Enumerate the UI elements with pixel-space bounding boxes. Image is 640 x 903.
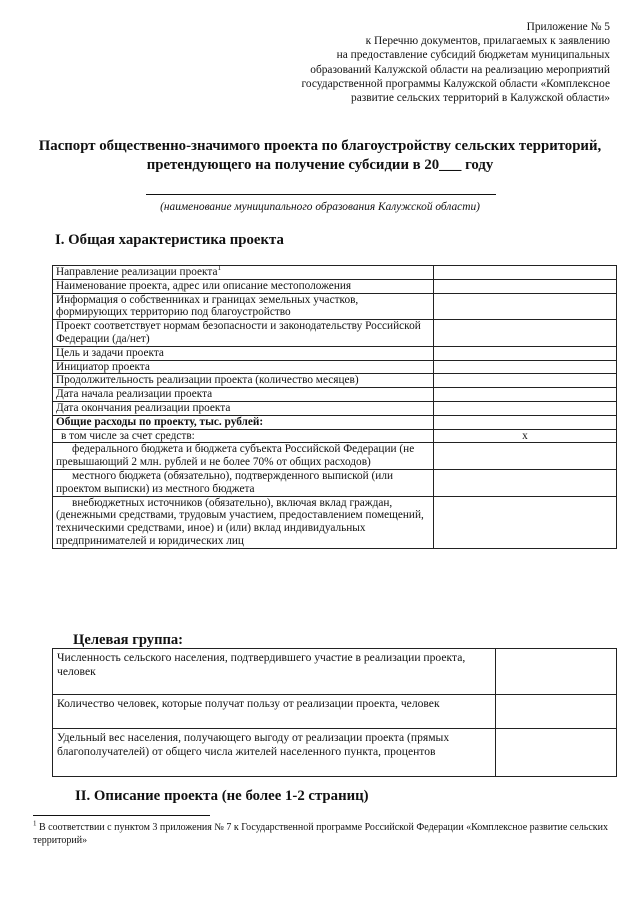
table-row — [53, 388, 617, 402]
appendix-line: развитие сельских территорий в Калужской области» — [351, 92, 610, 105]
municipality-caption: (наименование муниципального образования Калужской области) — [160, 201, 480, 213]
footnote-marker: 1 — [217, 264, 221, 273]
row-label: Инициатор проекта — [53, 360, 434, 374]
row-value-cell[interactable] — [434, 293, 617, 320]
footnote-marker: 1 — [33, 819, 37, 828]
row-value-cell[interactable] — [434, 388, 617, 402]
title-line: претендующего на получение субсидии в 20___ году — [146, 157, 494, 173]
footnote-text: В соответствии с пунктом 3 приложения № 7 к Государственной программе Российской Федерации «Комплексное развитие сельских территорий» — [33, 822, 608, 846]
row-label: Информация о собственниках и границах земельных участков, формирующих территорию под благоустройство — [53, 293, 434, 320]
appendix-header — [250, 20, 610, 105]
row-label: Направление реализации проекта$^1$ — [53, 266, 434, 280]
row-value-cell[interactable] — [434, 415, 617, 429]
row-value-cell[interactable] — [434, 266, 617, 280]
table-row — [53, 266, 617, 280]
appendix-line: на предоставление субсидий бюджетам муниципальных — [336, 49, 610, 62]
document-title — [20, 137, 620, 175]
row-value-cell[interactable] — [496, 695, 617, 729]
target-group-heading: Целевая группа: — [73, 632, 184, 648]
table-row — [53, 429, 617, 443]
row-label: Дата начала реализации проекта — [53, 388, 434, 402]
row-label: Наименование проекта, адрес или описание местоположения — [53, 279, 434, 293]
row-label: Цель и задачи проекта — [53, 346, 434, 360]
row-value-cell[interactable] — [496, 649, 617, 695]
row-label: Продолжительность реализации проекта (количество месяцев) — [53, 374, 434, 388]
row-label: Общие расходы по проекту, тыс. рублей: — [53, 415, 434, 429]
row-value-cell[interactable] — [434, 401, 617, 415]
table-row — [53, 279, 617, 293]
appendix-line: Приложение № 5 — [526, 21, 610, 33]
row-value-cell[interactable] — [434, 346, 617, 360]
table-row — [53, 360, 617, 374]
table-row — [53, 443, 617, 470]
municipality-blank-line — [146, 194, 496, 195]
row-value-cell[interactable] — [434, 279, 617, 293]
row-value-cell[interactable] — [434, 443, 617, 470]
table-row — [53, 401, 617, 415]
row-label: федерального бюджета и бюджета субъекта Российской Федерации (не превышающий 2 млн. рублей и не более 70% от общих расходов) — [53, 443, 434, 470]
footnote — [33, 821, 618, 847]
table-row — [53, 374, 617, 388]
appendix-line: образований Калужской области на реализацию мероприятий — [310, 63, 610, 76]
footnote-divider — [33, 815, 210, 816]
row-value-cell[interactable] — [434, 320, 617, 347]
table-row — [53, 729, 617, 777]
row-label: Проект соответствует нормам безопасности и законодательству Российской Федерации (да/нет) — [53, 320, 434, 347]
row-value-cell[interactable] — [434, 374, 617, 388]
row-label: в том числе за счет средств: — [53, 429, 434, 443]
section2-heading: II. Описание проекта (не более 1-2 страниц) — [75, 788, 369, 804]
table-row — [53, 346, 617, 360]
table-row — [53, 415, 617, 429]
table-row — [53, 695, 617, 729]
table-row — [53, 320, 617, 347]
title-line: Паспорт общественно-значимого проекта по благоустройству сельских территорий, — [38, 138, 602, 154]
row-value-cell[interactable] — [434, 496, 617, 548]
section1-heading: I. Общая характеристика проекта — [55, 232, 284, 248]
appendix-line: государственной программы Калужской области «Комплексное — [301, 77, 610, 90]
row-label: внебюджетных источников (обязательно), включая вклад граждан, (денежными средствами, трудовым участием, предоставлением помещений, техническими средствами, иное) и (или) вклад индивидуальных предпринимателей и юридических лиц — [53, 496, 434, 548]
row-label: Удельный вес населения, получающего выгоду от реализации проекта (прямых благополучателей) от общего числа жителей населенного пункта, процентов — [53, 729, 496, 777]
row-value-cell[interactable] — [496, 729, 617, 777]
row-label: Численность сельского населения, подтвердившего участие в реализации проекта, человек — [53, 649, 496, 695]
row-label: Количество человек, которые получат пользу от реализации проекта, человек — [53, 695, 496, 729]
row-label: местного бюджета (обязательно), подтвержденного выпиской (или проектом выписки) из местного бюджета — [53, 469, 434, 496]
table-row — [53, 496, 617, 548]
target-group-table — [52, 648, 617, 777]
row-label: Дата окончания реализации проекта — [53, 401, 434, 415]
general-characteristics-table — [52, 265, 617, 549]
table-row — [53, 469, 617, 496]
table-row — [53, 649, 617, 695]
row-value-cell[interactable] — [434, 469, 617, 496]
row-value-cell: x — [434, 429, 617, 443]
table-row — [53, 293, 617, 320]
row-value-cell[interactable] — [434, 360, 617, 374]
appendix-line: к Перечню документов, прилагаемых к заявлению — [365, 35, 610, 48]
